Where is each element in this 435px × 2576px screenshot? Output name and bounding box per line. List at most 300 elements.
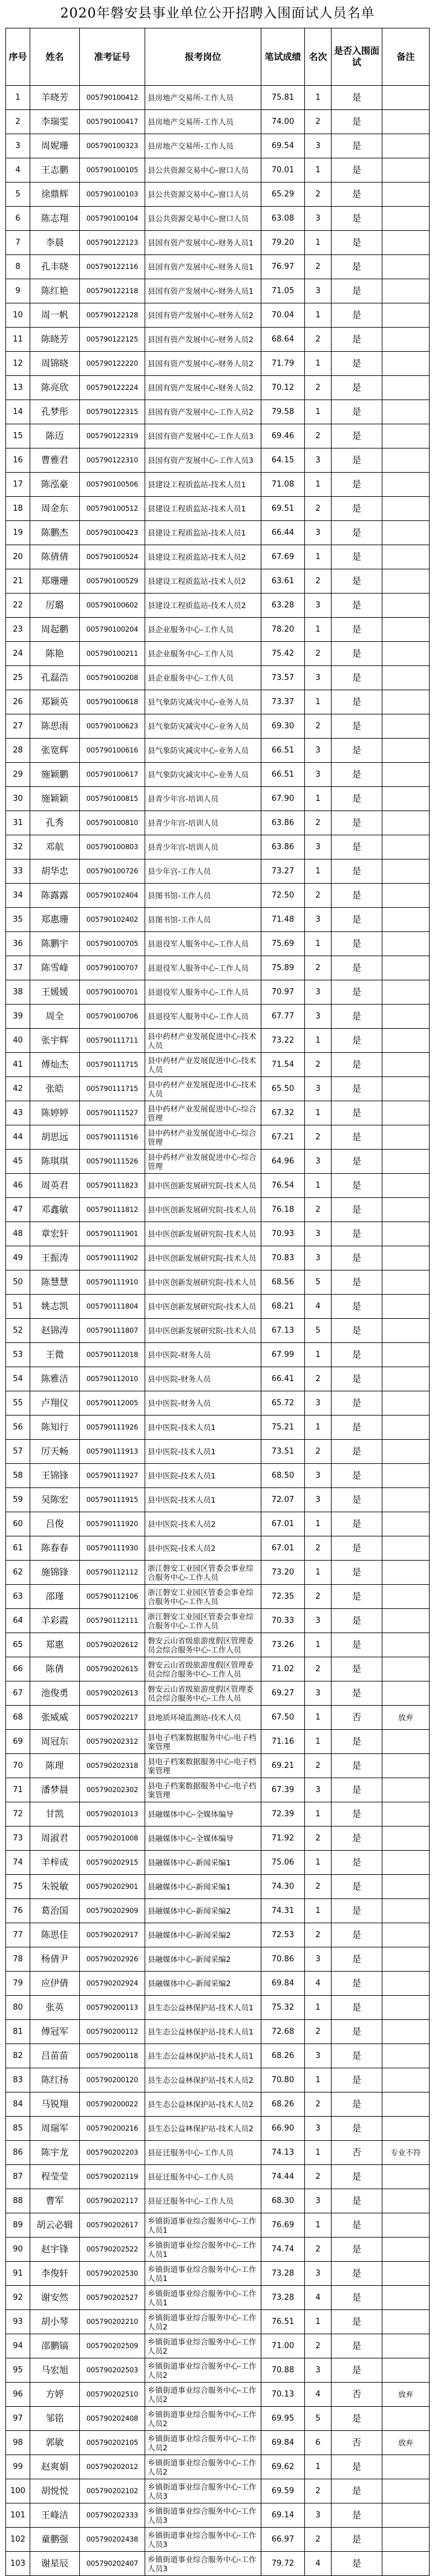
cell-name: 郑颖英 [30, 690, 80, 714]
cell-score: 74.31 [261, 1899, 305, 1923]
cell-note: 放弃 [382, 1706, 430, 1730]
cell-name: 厉璐 [30, 594, 80, 618]
cell-name: 邓鑫敏 [30, 1198, 80, 1222]
cell-score: 72.68 [261, 2020, 305, 2044]
table-row [6, 2552, 430, 2576]
cell-note [382, 2068, 430, 2092]
cell-rank: 3 [305, 1391, 332, 1416]
cell-note [382, 2238, 430, 2262]
cell-name: 程莹莹 [30, 2165, 80, 2189]
cell-note [382, 1996, 430, 2020]
cell-score: 76.97 [261, 255, 305, 279]
cell-rank: 1 [305, 158, 332, 183]
table-row [6, 980, 430, 1005]
cell-note [382, 2262, 430, 2286]
cell-ticket: 005790111807 [80, 1319, 145, 1343]
cell-score: 66.41 [261, 1367, 305, 1391]
cell-rank: 3 [305, 1246, 332, 1270]
cell-score: 74.00 [261, 110, 305, 134]
cell-interview: 是 [332, 787, 382, 811]
cell-no: 17 [6, 473, 30, 497]
cell-score: 71.08 [261, 473, 305, 497]
table-row [6, 859, 430, 884]
cell-rank: 1 [305, 1802, 332, 1827]
cell-rank: 1 [305, 2141, 332, 2165]
cell-note [382, 86, 430, 110]
table-row [6, 1851, 430, 1875]
cell-interview: 是 [332, 594, 382, 618]
table-row [6, 207, 430, 231]
table-row [6, 908, 430, 932]
cell-position: 县电子档案数据服务中心-电子档案管理 [145, 1754, 261, 1778]
cell-interview: 是 [332, 1802, 382, 1827]
cell-score: 74.44 [261, 2165, 305, 2189]
table-row [6, 2213, 430, 2238]
cell-position: 县图书馆-工作人员 [145, 884, 261, 908]
table-row [6, 183, 430, 207]
table-row [6, 2238, 430, 2262]
cell-note [382, 1270, 430, 1295]
table-row [6, 1827, 430, 1851]
cell-note [382, 2286, 430, 2310]
cell-no: 63 [6, 1585, 30, 1609]
cell-ticket: 005790202909 [80, 1899, 145, 1923]
table-row [6, 1875, 430, 1899]
cell-ticket: 005790111516 [80, 1125, 145, 1150]
cell-no: 50 [6, 1270, 30, 1295]
cell-position: 县退役军人服务中心-工作人员 [145, 1005, 261, 1029]
cell-name: 马宏旭 [30, 2358, 80, 2383]
cell-position: 县建设工程质监站-技术人员2 [145, 594, 261, 618]
cell-position: 乡镇街道事业综合服务中心-工作人员2 [145, 2455, 261, 2479]
table-row [6, 1706, 430, 1730]
cell-interview: 是 [332, 2068, 382, 2092]
cell-score: 63.86 [261, 811, 305, 835]
cell-score: 72.39 [261, 1802, 305, 1827]
cell-rank: 3 [305, 2044, 332, 2068]
cell-position: 县退役军人服务中心-工作人员 [145, 932, 261, 956]
cell-score: 70.33 [261, 1609, 305, 1633]
cell-ticket: 005790201013 [80, 1802, 145, 1827]
cell-interview: 是 [332, 1416, 382, 1440]
cell-no: 91 [6, 2262, 30, 2286]
cell-interview: 是 [332, 2189, 382, 2213]
cell-ticket: 005790202302 [80, 1778, 145, 1802]
cell-interview: 是 [332, 473, 382, 497]
cell-position: 县生态公益林保护站-技术人员2 [145, 2117, 261, 2141]
cell-interview: 是 [332, 303, 382, 328]
header-position: 报考岗位 [145, 28, 261, 86]
cell-ticket: 005790202617 [80, 2213, 145, 2238]
cell-note [382, 1319, 430, 1343]
cell-rank: 1 [305, 1416, 332, 1440]
cell-note [382, 400, 430, 424]
cell-note [382, 1851, 430, 1875]
table-row [6, 1633, 430, 1657]
cell-interview: 是 [332, 2044, 382, 2068]
cell-ticket: 005790100618 [80, 690, 145, 714]
cell-name: 孔丰晓 [30, 255, 80, 279]
cell-ticket: 005790100506 [80, 473, 145, 497]
cell-no: 11 [6, 328, 30, 352]
cell-no: 37 [6, 956, 30, 980]
cell-interview: 是 [332, 1319, 382, 1343]
cell-name: 胡小琴 [30, 2310, 80, 2334]
cell-position: 县中医院-技术人员2 [145, 1536, 261, 1561]
cell-score: 70.13 [261, 2383, 305, 2407]
cell-no: 6 [6, 207, 30, 231]
cell-position: 乡镇街道事业综合服务中心-工作人员1 [145, 2286, 261, 2310]
cell-no: 76 [6, 1899, 30, 1923]
cell-ticket: 005790202530 [80, 2262, 145, 2286]
table-row [6, 690, 430, 714]
table-row [6, 2407, 430, 2431]
cell-rank: 3 [305, 763, 332, 787]
table-row [6, 497, 430, 521]
cell-score: 71.05 [261, 279, 305, 303]
cell-note: 放弃 [382, 2383, 430, 2407]
cell-interview: 是 [332, 1222, 382, 1246]
cell-score: 72.53 [261, 1923, 305, 1947]
cell-position: 县建设工程质监站-技术人员1 [145, 497, 261, 521]
cell-name: 周锦晓 [30, 352, 80, 376]
cell-position: 县中医院-技术人员2 [145, 1512, 261, 1536]
cell-position: 乡镇街道事业综合服务中心-工作人员3 [145, 2528, 261, 2552]
cell-note [382, 1657, 430, 1681]
cell-name: 羊晓芳 [30, 86, 80, 110]
cell-position: 县青少年宫-培训人员 [145, 811, 261, 835]
cell-ticket: 005790100616 [80, 739, 145, 763]
cell-name: 方婷 [30, 2383, 80, 2407]
cell-rank: 2 [305, 1367, 332, 1391]
cell-rank: 1 [305, 690, 332, 714]
cell-no: 101 [6, 2503, 30, 2528]
table-row [6, 2286, 430, 2310]
cell-ticket: 005790100701 [80, 980, 145, 1005]
cell-ticket: 005790111930 [80, 1536, 145, 1561]
cell-score: 73.27 [261, 859, 305, 884]
cell-interview: 是 [332, 2238, 382, 2262]
table-row [6, 739, 430, 763]
cell-note [382, 352, 430, 376]
cell-score: 71.16 [261, 1730, 305, 1754]
cell-note [382, 1029, 430, 1053]
cell-interview: 是 [332, 207, 382, 231]
cell-score: 75.69 [261, 932, 305, 956]
cell-note [382, 1005, 430, 1029]
cell-rank: 2 [305, 497, 332, 521]
cell-no: 88 [6, 2189, 30, 2213]
cell-score: 64.15 [261, 448, 305, 473]
cell-name: 李晨 [30, 231, 80, 255]
cell-rank: 3 [305, 2262, 332, 2286]
cell-position: 磐安云山省级旅游度假区管理委员会综合服务中心-工作人员 [145, 1633, 261, 1657]
table-row [6, 1657, 430, 1681]
cell-note [382, 521, 430, 545]
cell-rank: 2 [305, 2238, 332, 2262]
cell-interview: 是 [332, 328, 382, 352]
cell-no: 19 [6, 521, 30, 545]
cell-name: 曹军 [30, 2189, 80, 2213]
cell-score: 65.29 [261, 183, 305, 207]
table-row [6, 231, 430, 255]
table-row [6, 835, 430, 859]
cell-note [382, 497, 430, 521]
cell-name: 甘凯 [30, 1802, 80, 1827]
cell-no: 72 [6, 1802, 30, 1827]
cell-no: 51 [6, 1295, 30, 1319]
cell-rank: 1 [305, 932, 332, 956]
cell-ticket: 005790200112 [80, 2020, 145, 2044]
cell-rank: 3 [305, 835, 332, 859]
cell-score: 75.81 [261, 86, 305, 110]
cell-no: 24 [6, 642, 30, 666]
cell-score: 67.13 [261, 1319, 305, 1343]
cell-ticket: 005790111913 [80, 1440, 145, 1464]
cell-name: 周一帆 [30, 303, 80, 328]
cell-note [382, 787, 430, 811]
table-row [6, 2431, 430, 2455]
cell-name: 邵瑾 [30, 1585, 80, 1609]
cell-score: 63.86 [261, 835, 305, 859]
cell-interview: 是 [332, 980, 382, 1005]
cell-score: 71.48 [261, 908, 305, 932]
cell-ticket: 005790100707 [80, 956, 145, 980]
cell-no: 95 [6, 2358, 30, 2383]
cell-position: 县融媒体中心-新闻采编2 [145, 1972, 261, 1996]
cell-score: 67.01 [261, 1512, 305, 1536]
cell-interview: 是 [332, 1246, 382, 1270]
table-row [6, 1295, 430, 1319]
cell-ticket: 005790100815 [80, 787, 145, 811]
cell-ticket: 005790111902 [80, 1246, 145, 1270]
cell-rank: 2 [305, 1198, 332, 1222]
cell-rank: 5 [305, 1270, 332, 1295]
cell-rank: 2 [305, 1875, 332, 1899]
cell-score: 68.26 [261, 2044, 305, 2068]
cell-score: 69.54 [261, 134, 305, 158]
table-row [6, 1270, 430, 1295]
table-row [6, 1899, 430, 1923]
cell-ticket: 005790202318 [80, 1754, 145, 1778]
cell-score: 76.51 [261, 2310, 305, 2334]
cell-score: 69.51 [261, 497, 305, 521]
cell-score: 75.89 [261, 956, 305, 980]
cell-position: 县生态公益林保护站-技术人员1 [145, 2020, 261, 2044]
cell-note [382, 279, 430, 303]
cell-score: 68.56 [261, 1270, 305, 1295]
cell-position: 县电子档案数据服务中心-电子档案管理 [145, 1778, 261, 1802]
cell-note [382, 1561, 430, 1585]
cell-score: 69.84 [261, 2431, 305, 2455]
cell-ticket: 005790111915 [80, 1488, 145, 1512]
cell-rank: 2 [305, 255, 332, 279]
cell-position: 县国有资产发展中心-财务人员2 [145, 352, 261, 376]
table-row [6, 1005, 430, 1029]
cell-ticket: 005790122220 [80, 352, 145, 376]
cell-note [382, 1150, 430, 1174]
cell-ticket: 005790202917 [80, 1923, 145, 1947]
cell-rank: 3 [305, 2503, 332, 2528]
cell-position: 县生态公益林保护站-技术人员1 [145, 1996, 261, 2020]
cell-name: 陈理 [30, 1754, 80, 1778]
table-row [6, 2092, 430, 2117]
cell-rank: 1 [305, 1633, 332, 1657]
table-row [6, 2165, 430, 2189]
cell-score: 69.21 [261, 1754, 305, 1778]
cell-position: 县退役军人服务中心-工作人员 [145, 956, 261, 980]
cell-note [382, 545, 430, 569]
cell-position: 乡镇街道事业综合服务中心-工作人员3 [145, 2552, 261, 2576]
cell-ticket: 005790111804 [80, 1295, 145, 1319]
cell-no: 58 [6, 1464, 30, 1488]
cell-score: 70.86 [261, 1947, 305, 1972]
cell-position: 浙江磐安工业园区管委会事业综合服务中心-工作人员 [145, 1609, 261, 1633]
cell-name: 王微 [30, 1343, 80, 1367]
table-row [6, 2310, 430, 2334]
cell-interview: 是 [332, 1125, 382, 1150]
cell-interview: 是 [332, 1996, 382, 2020]
table-row [6, 1778, 430, 1802]
cell-no: 59 [6, 1488, 30, 1512]
cell-position: 县建设工程质监站-技术人员2 [145, 569, 261, 594]
cell-no: 47 [6, 1198, 30, 1222]
cell-score: 74.13 [261, 2141, 305, 2165]
cell-name: 孔磊浩 [30, 666, 80, 690]
cell-name: 周冠东 [30, 1730, 80, 1754]
cell-position: 县房地产交易所-工作人员 [145, 110, 261, 134]
header-ticket: 准考证号 [80, 28, 145, 86]
cell-no: 94 [6, 2334, 30, 2358]
cell-position: 县公共资源交易中心-窗口人员 [145, 183, 261, 207]
cell-ticket: 005790100706 [80, 1005, 145, 1029]
cell-name: 李俊轩 [30, 2262, 80, 2286]
cell-position: 县气象防灾减灾中心-业务人员 [145, 763, 261, 787]
cell-no: 60 [6, 1512, 30, 1536]
cell-score: 69.95 [261, 2407, 305, 2431]
cell-interview: 是 [332, 1101, 382, 1125]
cell-name: 吕俊 [30, 1512, 80, 1536]
cell-position: 县公共资源交易中心-窗口人员 [145, 207, 261, 231]
cell-note [382, 569, 430, 594]
table-row [6, 1754, 430, 1778]
cell-score: 68.21 [261, 1295, 305, 1319]
cell-position: 县气象防灾减灾中心-业务人员 [145, 739, 261, 763]
cell-ticket: 005790100211 [80, 642, 145, 666]
table-row [6, 1536, 430, 1561]
cell-ticket: 005790112018 [80, 1343, 145, 1367]
cell-interview: 是 [332, 110, 382, 134]
cell-no: 3 [6, 134, 30, 158]
cell-name: 郭敏 [30, 2431, 80, 2455]
table-row [6, 618, 430, 642]
cell-note [382, 448, 430, 473]
cell-name: 郑惠 [30, 1633, 80, 1657]
cell-position: 县中医创新发展研究院-技术人员 [145, 1319, 261, 1343]
cell-no: 29 [6, 763, 30, 787]
cell-note [382, 1633, 430, 1657]
cell-note [382, 1730, 430, 1754]
cell-rank: 2 [305, 183, 332, 207]
cell-interview: 是 [332, 884, 382, 908]
cell-note [382, 932, 430, 956]
cell-position: 乡镇街道事业综合服务中心-工作人员3 [145, 2479, 261, 2503]
cell-score: 69.59 [261, 2479, 305, 2503]
cell-rank: 1 [305, 2455, 332, 2479]
cell-interview: 是 [332, 1464, 382, 1488]
cell-no: 68 [6, 1706, 30, 1730]
cell-interview: 是 [332, 2358, 382, 2383]
cell-rank: 1 [305, 231, 332, 255]
cell-position: 县融媒体中心-新闻采编2 [145, 1899, 261, 1923]
cell-position: 县中医院-技术人员1 [145, 1416, 261, 1440]
cell-name: 朱锐敏 [30, 1875, 80, 1899]
cell-score: 69.30 [261, 714, 305, 739]
cell-no: 41 [6, 1053, 30, 1077]
cell-interview: 是 [332, 2020, 382, 2044]
table-row [6, 1561, 430, 1585]
table-row [6, 2479, 430, 2503]
cell-no: 102 [6, 2528, 30, 2552]
cell-rank: 4 [305, 2383, 332, 2407]
cell-score: 63.08 [261, 207, 305, 231]
cell-note [382, 618, 430, 642]
table-row [6, 1947, 430, 1972]
cell-position: 县中医创新发展研究院-技术人员 [145, 1222, 261, 1246]
cell-interview: 是 [332, 1295, 382, 1319]
cell-ticket: 005790100810 [80, 811, 145, 835]
cell-name: 陈思雨 [30, 714, 80, 739]
cell-ticket: 005790202527 [80, 2286, 145, 2310]
cell-rank: 2 [305, 2092, 332, 2117]
cell-no: 5 [6, 183, 30, 207]
cell-name: 陈志翔 [30, 207, 80, 231]
cell-ticket: 005790202408 [80, 2407, 145, 2431]
cell-position: 县中药材产业发展促进中心-技术人员 [145, 1053, 261, 1077]
cell-score: 68.30 [261, 2189, 305, 2213]
cell-ticket: 005790202915 [80, 1851, 145, 1875]
cell-position: 乡镇街道事业综合服务中心-工作人员1 [145, 2213, 261, 2238]
cell-rank: 3 [305, 1488, 332, 1512]
cell-rank: 3 [305, 1150, 332, 1174]
cell-no: 54 [6, 1367, 30, 1391]
cell-ticket: 005790201008 [80, 1827, 145, 1851]
cell-no: 2 [6, 110, 30, 134]
cell-note [382, 1609, 430, 1633]
table-row [6, 521, 430, 545]
cell-no: 20 [6, 545, 30, 569]
cell-no: 16 [6, 448, 30, 473]
cell-score: 73.28 [261, 2262, 305, 2286]
cell-rank: 5 [305, 2407, 332, 2431]
cell-ticket: 005790202407 [80, 2552, 145, 2576]
cell-position: 县国有资产发展中心-财务人员2 [145, 328, 261, 352]
cell-name: 张英 [30, 1996, 80, 2020]
cell-name: 邹铭 [30, 2407, 80, 2431]
cell-name: 郑惠珊 [30, 908, 80, 932]
cell-ticket: 005790100105 [80, 158, 145, 183]
cell-no: 8 [6, 255, 30, 279]
cell-name: 张皓 [30, 1077, 80, 1101]
cell-rank: 3 [305, 448, 332, 473]
table-row [6, 1585, 430, 1609]
cell-score: 69.14 [261, 2503, 305, 2528]
cell-name: 傅冠军 [30, 2020, 80, 2044]
table-row [6, 86, 430, 110]
cell-note [382, 1802, 430, 1827]
cell-note [382, 1536, 430, 1561]
cell-rank: 3 [305, 207, 332, 231]
